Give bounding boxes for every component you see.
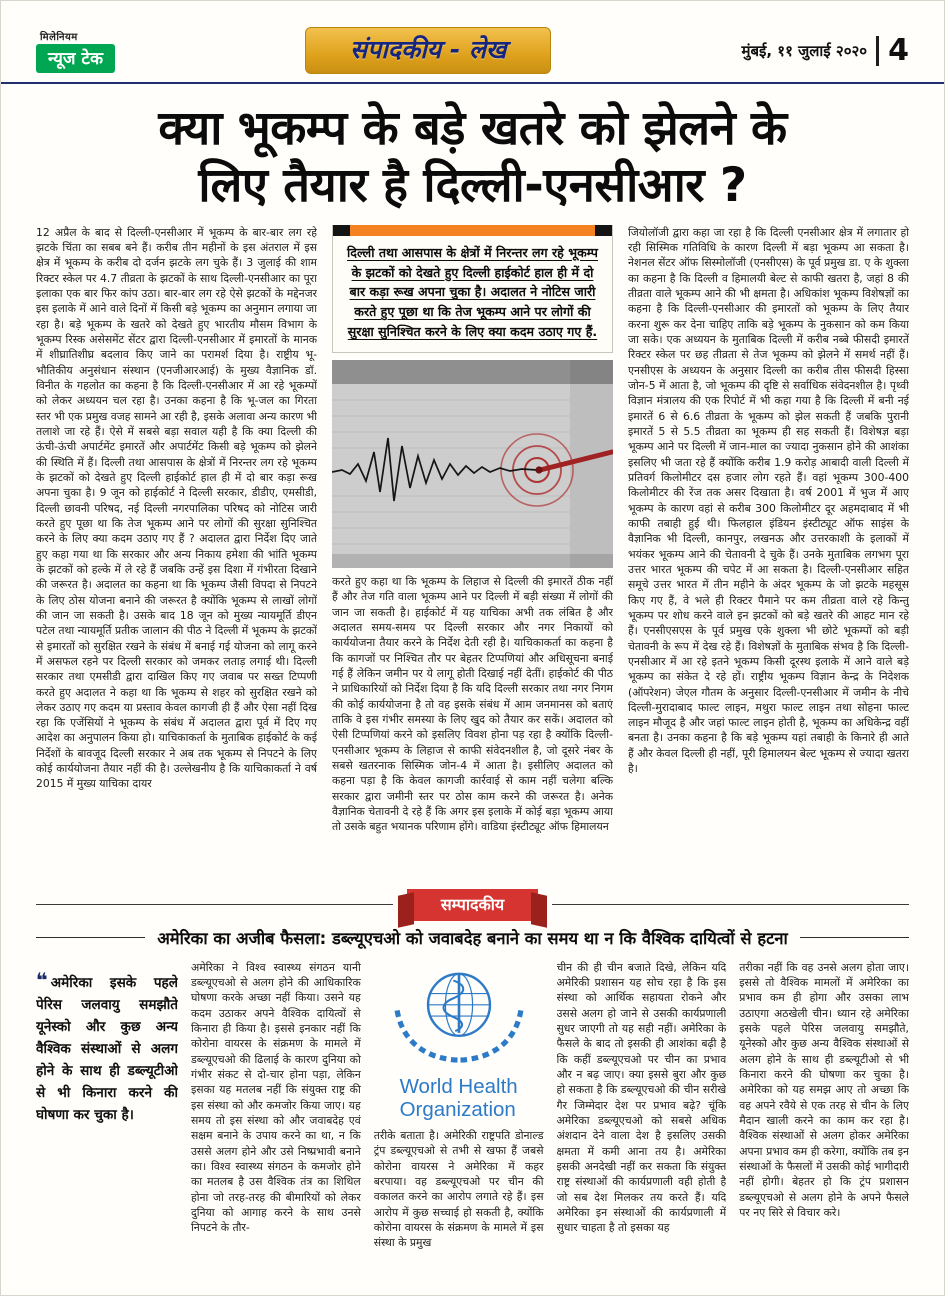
editorial-section-divider: [1, 889, 944, 921]
newspaper-logo: [36, 29, 115, 73]
editorial-column-3: [374, 960, 544, 1256]
headline-line-2: लिए तैयार है दिल्ली-एनसीआर ?: [198, 158, 747, 214]
ribbon-end-right: [595, 225, 612, 236]
editorial-column-4: चीन की ही चीन बजाते दिखे, लेकिन यदि अमेरिकी प्रशासन यह सोच रहा है कि इस संस्था को आर्थिक सहायता रोकने और उससे अलग हो जाने से उसकी कार्यप्रणाली सुधर जाएगी तो यह सही नहीं। अमेरिका के फैसले के बाद तो इसकी ही आशंका बढ़ी है कि कहीं डब्ल्यूएचओ पर चीन का प्रभाव और न बढ़ जाए। क्या इससे बुरा और कुछ हो सकता है कि डब्ल्यूएचओ की चीन सरीखे गैर जिम्मेदार देश पर प्रभाव बढ़े? चूंकि अमेरिका डब्ल्यूएचओ को सबसे अधिक अंशदान देने वाला देश है इसलिए उसकी क्षमता में कमी आना तय है। अमेरिका इसकी अनदेखी नहीं कर सकता कि संयुक्त राष्ट्र संस्थाओं की कार्यप्रणाली वही होती है जो सब देश मिलकर तय करते हैं। यदि अमेरिका इन संस्थाओं की कार्यप्रणाली में सुधार चाहता है तो इसका यह: [556, 960, 727, 1235]
editorial-column-3-text: तरीके बताता है। अमेरिकी राष्ट्रपति डोनाल्ड ट्रंप डब्ल्यूएचओ से तभी से खफा हैं जबसे कोरोना वायरस ने अमेरिका में कहर बरपाया। वह डब्ल्यूएचओ पर चीन की वकालत करने का आरोप लगाते रहे हैं। इस आरोप में कुछ सच्चाई हो सकती है, क्योंकि कोरोना वायरस के संक्रमण के मामले में इस संस्था के प्रमुख: [373, 1128, 544, 1250]
editorial-ribbon: सम्पादकीय: [407, 889, 538, 921]
date-block: [741, 32, 909, 68]
article-column-3: जियोलॉजी द्वारा कहा जा रहा है कि दिल्ली एनसीआर क्षेत्र में लगातार हो रही सिस्मिक गतिविधि के कारण दिल्ली में बड़ा भूकम्प आ सकता है। नेशनल सेंटर ऑफ सिस्मोलॉजी (एनसीएस) के पूर्व प्रमुख डा. ए के शुक्ला का कहना है कि दिल्ली व हिमालयी बेल्ट से काफी खतरा है, जहां 8 की तीव्रता वाले भूकम्प आने की भी क्षमता है। अधिकांश भूकम्प विशेषज्ञों का कहना है कि दिल्ली-एनसीआर की इमारतों को भूकम्प के लिए तैयार करना शुरू कर देना चाहिए ताकि बड़े भूकम्प के नुकसान को कम किया जा सके। एक अध्ययन के मुताबिक दिल्ली में करीब नब्बे फीसदी इमारतें रिक्टर स्केल पर छह तीव्रता से तेज भूकम्प को झेलने में समर्थ नहीं हैं। एनसीएस के अध्ययन के अनुसार दिल्ली का करीब तीस फीसदी हिस्सा जोन-5 में आता है, जो भूकम्प की दृष्टि से सर्वाधिक संवेदनशील है। पृथ्वी विज्ञान मंत्रालय की एक रिपोर्ट में भी कहा गया है कि दिल्ली में बनी नई इमारतें 6 से 6.6 तीव्रता के भूकम्प को झेल सकती हैं जबकि पुरानी इमारतें 5 से 5.5 तीव्रता का भूकम्प ही सह सकती हैं। विशेषज्ञ बड़ा भूकम्प आने पर दिल्ली में जान-माल का ज्यादा नुकसान होने की आशंका इसलिए भी जता रहे हैं क्योंकि करीब 1.9 करोड़ आबादी वाली दिल्ली में प्रतिवर्ग किलोमीटर दस हजार लोग रहते हैं। वहां भूकम्प 300-400 किलोमीटर की रेंज तक असर दिखाता है। वर्ष 2001 में भुज में आए भूकम्प के कारण वहां से करीब 300 किलोमीटर दूर अहमदाबाद में भी काफी तबाही हुई थी। फिलहाल इंडियन इंस्टीट्यूट ऑफ साइंस के वैज्ञानिक भी दिल्ली, कानपुर, लखनऊ और उत्तरकाशी के इलाकों में भयंकर भूकम्प आने की चेतावनी दे चुके हैं। उनके मुताबिक लगभग पूरा उत्तर भारत भूकम्प की चपेट में आ सकता है। दिल्ली-एनसीआर सहित समूचे उत्तर भारत में तीन महीने के अंदर भूकम्प के जो झटके महसूस किए गए हैं, वे भले ही रिक्टर पैमाने पर कम तीव्रता वाले रहे किन्तु भूकम्प पर शोध करने वाले इन झटकों को बड़े खतरे की आहट मान रहे हैं। एनसीएसएस के पूर्व प्रमुख एके शुक्ला भी छोटे भूकम्पों को बड़ी चेतावनी के रूप में देख रहे हैं। विशेषज्ञों के मुताबिक संभव है कि दिल्ली-एनसीआर में आ रहे इतने भूकम्प किसी दूरस्थ इलाके में आने वाले बड़े भूकम्प का संकेत दे रहे हों। राष्ट्रीय भूकम्प विज्ञान केन्द्र के निदेशक (ऑपरेशन) जेएल गौतम के अनुसार दिल्ली-एनसीआर में जमीन के नीचे दिल्ली-मुरादाबाद फाल्ट लाइन, मथुरा फाल्ट लाइन तथा सोहना फाल्ट लाइन मौजूद है और जहां फाल्ट लाइन होती है, भूकम्प का अधिकेन्द्र वहीं बनता है। उनका कहना है कि बड़े भूकम्प यहां तबाही के किनारे ही आते हैं और केवल दिल्ली ही नहीं, पूरी हिमालयन बेल्ट भूकम्प से ज्यादा खतरा है।: [628, 225, 909, 776]
pull-quote-text: दिल्ली तथा आसपास के क्षेत्रों में निरन्तर लग रहे भूकम्प के झटकों को देखते हुए दिल्ली हाईकोर्ट हाल ही में दो बार कड़ा रूख अपना चुका है। अदालत ने नोटिस जारी करते हुए पूछा था कि तेज भूकम्प आने पर लोगों की सुरक्षा सुनिश्चित करने के लिए क्या कदम उठाए गए हैं.: [347, 244, 598, 340]
article-column-1: 12 अप्रैल के बाद से दिल्ली-एनसीआर में भूकम्प के बार-बार लग रहे झटके चिंता का सबब बने हैं। करीब तीन महीनों के इस अंतराल में इस क्षेत्र में भूकम्प के करीब दो दर्जन झटके लग चुके हैं। 3 जुलाई की शाम रिक्टर स्केल पर 4.7 तीव्रता के झटकों के साथ दिल्ली-एनसीआर का पूरा इलाका एक बार फिर कांप उठा। बार-बार लग रहे ऐसे झटकों के मद्देनजर इस इलाके में आने वाले दिनों में किसी बड़े भूकम्प का अनुमान लगाया जा रहा है। बड़े भूकम्प के खतरे को देखते हुए भारतीय मौसम विभाग के भूकम्प रिस्क असेसमेंट सेंटर द्वारा दिल्ली-एनसीआर में इमारतों के मानक में शीघ्रातिशीघ्र बदलाव किए जाने का परामर्श दिया है। राष्ट्रीय भू-भौतिकीय अनुसंधान संस्थान (एनजीआरआई) के मुख्य वैज्ञानिक डॉ. विनीत के गहलोत का कहना है कि दिल्ली-एनसीआर में आ रहे भूकम्पों को लेकर अध्ययन चल रहा है। उनका कहना है कि भू-जल का गिरता स्तर भी एक प्रमुख वजह सामने आ रही है, इसके अलावा अन्य कारण भी तलाशे जा रहे हैं। ऐसे में सबसे बड़ा सवाल यही है कि क्या दिल्ली की ऊंची-ऊंची अपार्टमेंट इमारतें और अपार्टमेंट किसी बड़े भूकम्प को झेलने की स्थिति में हैं। दिल्ली तथा आसपास के क्षेत्रों में निरन्तर लग रहे भूकम्प के झटकों को देखते हुए दिल्ली हाईकोर्ट हाल ही में दो बार कड़ा रूख अपना चुका है। 9 जून को हाईकोर्ट ने दिल्ली सरकार, डीडीए, एमसीडी, दिल्ली छावनी परिषद, नई दिल्ली नगरपालिका परिषद को नोटिस जारी करते हुए पूछा था कि तेज भूकम्प आने पर लोगों की सुरक्षा सुनिश्चित करने के लिए क्या कदम उठाए गए हैं ? अदालत द्वारा निर्देश दिए जाते हुए कहा गया था कि सरकार और अन्य निकाय हमेशा की भांति भूकम्प के झटकों को हल्के में ले रहे हैं जबकि उन्हें इस दिशा में गंभीरता दिखाने की जरूरत है। अदालत का कहना था कि भूकम्प जैसी विपदा से निपटने के लिए ठोस योजना बनाने की जरूरत है क्योंकि भूकम्प से लाखों लोगों की जान जा सकती है। उसके बाद 18 जून को मुख्य न्यायमूर्ति डीएन पटेल तथा न्यायमूर्ति प्रतीक जालान की पीठ ने दिल्ली में भूकम्प के झटकों से इमारतों को सुरक्षित रखने के संबंध में बनाई गई योजना को लागू करने में असफल रहने पर दिल्ली सरकार को जमकर लताड़ लगाई थी। दिल्ली सरकार तथा एमसीडी द्वारा दाखिल किए गए जवाब पर सख्त टिप्पणी करते हुए अदालत ने कहा था कि भूकम्प से शहर को सुरक्षित रखने को लेकर उठाए गए कदम या प्रस्ताव केवल कागजी ही हैं और ऐसा नहीं दिख रहा कि एजेंसियों ने भूकम्प के संबंध में अदालत द्वारा पूर्व में दिए गए आदेश का अनुपालन किया हो। याचिकाकर्ता के मुताबिक हाईकोर्ट के कई निर्देशों के बावजूद दिल्ली सरकार ने अब तक भूकम्प से निपटने के लिए कोई कार्ययोजना तैयार नहीं की है। उल्लेखनीय है कि याचिकाकर्ता ने वर्ष 2015 में मुख्य याचिका दायर: [36, 225, 317, 791]
editorial-pull-quote: [36, 960, 178, 1256]
editorial-headline: अमेरिका का अजीब फैसला: डब्ल्यूएचओ को जवाबदेह बनाने का समय था न कि वैश्विक दायित्वों से हटना: [157, 928, 788, 948]
editorial-article: [1, 956, 944, 1256]
seismograph-image: [332, 360, 613, 568]
main-headline: [41, 100, 904, 215]
brand-name: न्यूज टेक: [36, 44, 115, 73]
pull-quote-box: [332, 225, 613, 353]
main-article: [1, 225, 944, 883]
who-logo: [374, 960, 544, 1128]
headline-rule-left: [36, 937, 145, 938]
editorial-quote-text: अमेरिका इसके पहले पेरिस जलवायु समझौते यूनेस्को और कुछ अन्य वैश्विक संस्थाओं से अलग होने के साथ ही डब्ल्यूटीओ से भी किनारा करने की घोषणा कर चुका है।: [36, 974, 178, 1123]
who-wordmark-line-1: World Health: [399, 1074, 518, 1098]
page-header: [1, 1, 944, 84]
editorial-column-5: तरीका नहीं कि वह उनसे अलग होता जाए। इससे तो वैश्विक मामलों में अमेरिका का प्रभाव कम ही होगा और उसका लाभ उठाएगा अठखेली चीन। ध्यान रहे अमेरिका इसके पहले पेरिस जलवायु समझौते, यूनेस्को और कुछ अन्य वैश्विक संस्थाओं से अलग होने के साथ ही डब्ल्यूटीओ से भी किनारा करने की घोषणा कर चुका है। अमेरिका को यह समझ आए तो अच्छा कि वह अपने रवैये से एक तरह से चीन के लिए मैदान खाली करने का काम कर रहा है। वैश्विक संस्थाओं से अलग होकर अमेरिका अपना प्रभाव कम ही करेगा, क्योंकि तब इन संस्थाओं के फैसलों में उसकी कोई भागीदारी नहीं होगी। बेहतर हो कि ट्रंप प्रशासन डब्ल्यूएचओ से अलग होने के अपने फैसले पर नए सिरे से विचार करे।: [739, 960, 909, 1219]
quote-icon: ❝: [36, 967, 48, 992]
ribbon-end-left: [333, 225, 350, 236]
headline-line-1: क्या भूकम्प के बड़े खतरे को झेलने के: [158, 101, 787, 156]
edition-date: मुंबई, ११ जुलाई २०२०: [741, 41, 868, 60]
editorial-column-2: अमेरिका ने विश्व स्वास्थ्य संगठन यानी डब्ल्यूएचओ से अलग होने की आधिकारिक घोषणा करके अच्छा नहीं किया। उसने यह कदम उठाकर अपने वैश्विक दायित्वों से किनारा ही किया है। इससे इनकार नहीं कि कोरोना वायरस के संक्रमण के मामले में डब्ल्यूएचओ की ढिलाई के कारण दुनिया को गंभीर संकट से दो-चार होना पड़ा, लेकिन इसका यह मतलब नहीं कि संयुक्त राष्ट्र की इस संस्था को और कमजोर किया जाए। यह समय तो इस संस्था को और जवाबदेह एवं सक्षम बनाने के उपाय करने का था, न कि उससे अलग होने और उसे निष्प्रभावी बनाने का। विश्व स्वास्थ्य संगठन के कमजोर होने का मतलब है उस वैश्विक तंत्र का शिथिल होना जो तरह-तरह की बीमारियों को लेकर दुनिया को आगाह करने के साथ उनसे निपटने के तौर-: [191, 960, 361, 1235]
ribbon-middle: [350, 225, 595, 236]
who-emblem-icon: [384, 964, 534, 1070]
article-column-2: [332, 225, 613, 883]
who-wordmark-line-2: Organization: [399, 1097, 516, 1121]
seismograph-illustration: [332, 360, 613, 568]
who-wordmark: [400, 1076, 518, 1122]
divider-line-left: [36, 904, 393, 905]
divider-bar: [876, 36, 879, 66]
headline-rule-right: [800, 937, 909, 938]
pull-quote-ribbon: [333, 225, 612, 236]
section-banner: संपादकीय - लेख: [305, 27, 551, 74]
divider-line-right: [552, 904, 909, 905]
article-column-2-text: करते हुए कहा था कि भूकम्प के लिहाज से दिल्ली की इमारतें ठीक नहीं हैं और तेज गति वाला भूकम्प आने पर दिल्ली में बड़ी संख्या में लोगों की जान जा सकती है। हाईकोर्ट में यह याचिका अभी तक लंबित है और अदालत समय-समय पर दिल्ली सरकार और नगर निकायों को कार्ययोजना तैयार करने के निर्देश देती रही है। याचिकाकर्ता का कहना है कि कागजों पर निश्चित तौर पर बेहतर टिप्पणियां और अधिसूचना बनाई गई हैं लेकिन जमीन पर ये लागू होती दिखाई नहीं देतीं। हाईकोर्ट की पीठ ने प्राधिकारियों को निर्देश दिया है कि यदि दिल्ली सरकार तथा नगर निगम की कोई कार्ययोजना है तो वह इसके संबंध में आम जनमानस को बताएं ताकि वे इस गंभीर समस्या के लिए खुद को तैयार कर सकें। अदालत को ऐसी टिप्पणियां करने को इसलिए विवश होना पड़ रहा है क्योंकि दिल्ली-एनसीआर भूकम्प के लिहाज से काफी संवेदनशील है, जो दूसरे नंबर के सबसे खतरनाक सिस्मिक जोन-4 में आता है। इसीलिए अदालत को कहना पड़ा है कि केवल कागजी कार्रवाई से काम नहीं चलेगा बल्कि सरकार द्वारा जमीनी स्तर पर ठोस काम करने की जरूरत है। अनेक वैज्ञानिक चेतावनी दे रहे हैं कि अगर इस इलाके में कोई बड़ा भूकम्प आया तो उसके बहुत भयानक परिणाम होंगे। वाडिया इंस्टीट्यूट ऑफ हिमालयन: [332, 575, 613, 834]
editorial-headline-row: [1, 921, 944, 956]
page-number: 4: [888, 32, 909, 68]
brand-tagline: मिलेनियम: [40, 31, 78, 43]
